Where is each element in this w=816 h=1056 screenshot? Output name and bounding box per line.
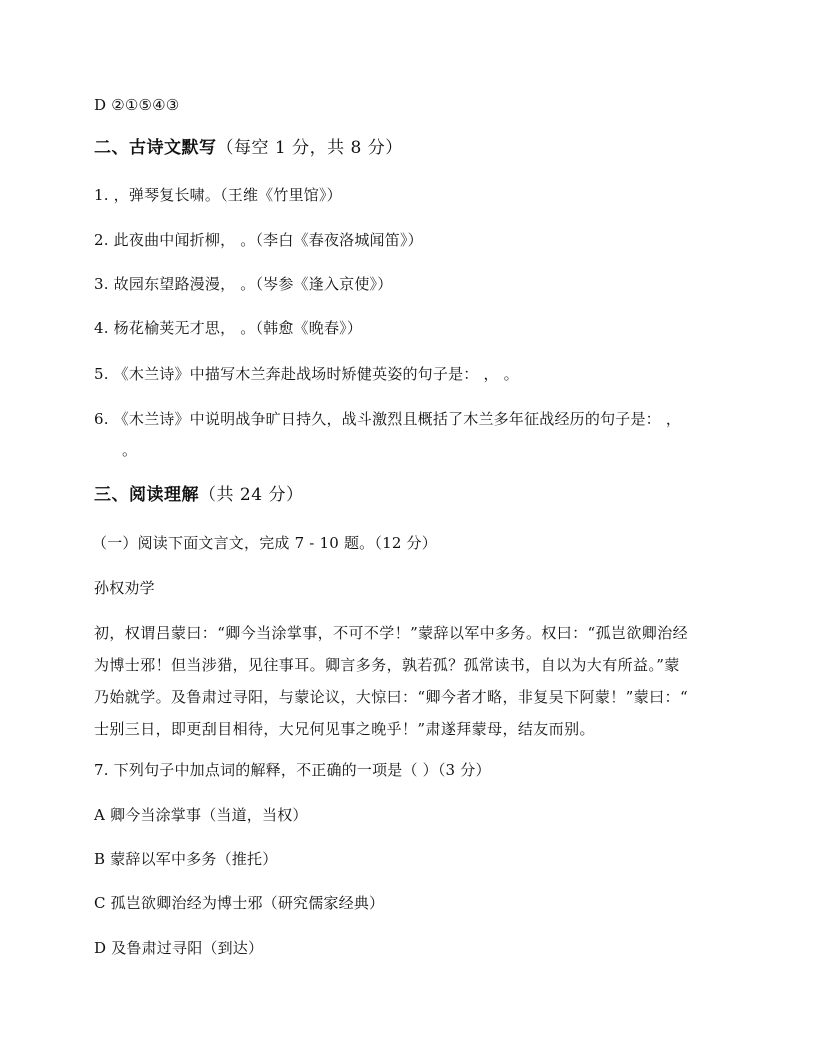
passage-line: 士别三日，即更刮目相待，大兄何见事之晚乎！”肃遂拜蒙母，结友而别。: [94, 720, 595, 738]
dictation-item-4: 4. 杨花榆荚无才思， 。（韩愈《晚春》）: [94, 319, 363, 337]
option-d-order: D ②①⑤④③: [94, 96, 180, 114]
dictation-item-3: 3. 故园东望路漫漫， 。（岑参《逢入京使》）: [94, 275, 393, 293]
section-2-title: 二、古诗文默写: [94, 138, 217, 158]
section-2-heading: [94, 137, 716, 159]
question-7-option-d: D 及鲁肃过寻阳（到达）: [94, 939, 264, 957]
section-3-score: （共 24 分）: [199, 485, 304, 505]
section-2-score: （每空 1 分，共 8 分）: [216, 138, 403, 158]
passage-line: 初，权谓吕蒙曰：“卿今当涂掌事，不可不学！”蒙辞以军中多务。权曰：“孤岂欲卿治经: [94, 624, 689, 642]
reading-part-1-instruction: （一）阅读下面文言文，完成 7 - 10 题。（12 分）: [92, 534, 437, 552]
dictation-item-1: 1. ，弹琴复长啸。（王维《竹里馆》）: [94, 186, 342, 204]
dictation-item-2: 2. 此夜曲中闻折柳， 。（李白《春夜洛城闻笛》）: [94, 231, 423, 249]
section-3-title: 三、阅读理解: [94, 485, 199, 505]
dictation-item-6: 6. 《木兰诗》中说明战争旷日持久，战斗激烈且概括了木兰多年征战经历的句子是： ，: [94, 410, 682, 428]
passage-title: 孙权劝学: [94, 579, 155, 597]
question-7-option-c: C 孤岂欲卿治经为博士邪（研究儒家经典）: [94, 894, 385, 912]
dictation-item-6-continuation: 。: [122, 441, 138, 459]
question-7-option-b: B 蒙辞以军中多务（推托）: [94, 850, 278, 868]
passage-line: 为博士邪！但当涉猎，见往事耳。卿言多务，孰若孤？孤常读书，自以为大有所益。”蒙: [94, 656, 680, 674]
question-7: 7. 下列句子中加点词的解释，不正确的一项是（ ）（3 分）: [94, 761, 491, 779]
section-3-heading: [94, 484, 716, 506]
passage-line: 乃始就学。及鲁肃过寻阳，与蒙论议，大惊曰：“卿今者才略，非复吴下阿蒙！”蒙曰：“: [94, 688, 689, 706]
passage-text: [94, 617, 716, 745]
question-7-option-a: A 卿今当涂掌事（当道，当权）: [94, 806, 308, 824]
dictation-item-5: 5. 《木兰诗》中描写木兰奔赴战场时矫健英姿的句子是： ， 。: [94, 365, 519, 383]
